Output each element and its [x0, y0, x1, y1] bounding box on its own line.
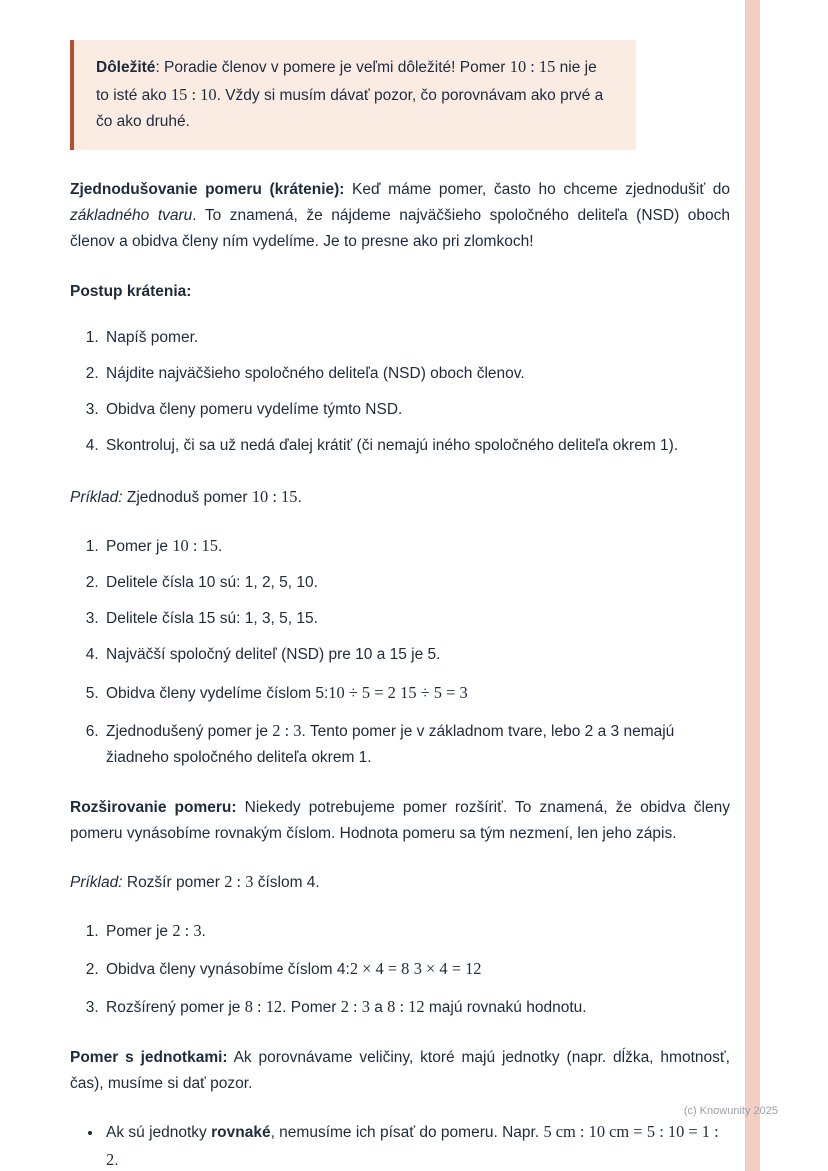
text-segment: .	[217, 538, 223, 556]
text-segment: .	[201, 922, 206, 940]
math-text: 15 : 10	[170, 85, 217, 105]
list-item	[103, 955, 730, 983]
list-item	[103, 606, 730, 632]
list-item	[103, 993, 730, 1021]
text-segment: Zjednoduš pomer	[122, 489, 252, 507]
text-segment: , nemusíme ich písať do pomeru. Napr.	[270, 1123, 544, 1141]
text-segment: Zjednodušovanie pomeru (krátenie):	[70, 181, 345, 199]
example-simplify-steps-list	[70, 532, 730, 770]
math-text: 8 : 12	[244, 996, 283, 1016]
list-item	[103, 570, 730, 596]
text-segment: Ak sú jednotky	[106, 1123, 212, 1141]
text-segment: nie je to isté ako	[96, 59, 597, 105]
text-segment: Obidva členy vynásobíme číslom 4:	[106, 960, 350, 978]
list-item	[103, 433, 730, 459]
text-segment: .	[114, 1151, 119, 1169]
heading-postup-kratenia	[70, 279, 730, 305]
text-segment: Rozšírený pomer je	[106, 998, 245, 1016]
math-text: 2 : 3	[172, 920, 202, 940]
list-item	[103, 361, 730, 387]
text-segment: Pomer je	[106, 922, 173, 940]
text-segment: Skontroluj, či sa už nedá ďalej krátiť (či nemajú iného spoločného deliteľa okrem 1).	[106, 437, 679, 455]
example-expand-lead	[70, 868, 730, 896]
text-segment: . To znamená, že nájdeme najväčšieho spoločného deliteľa (NSD) oboch členov a obidva členy ním vydelíme. Je to presne ako pri zlomkoch!	[70, 207, 730, 251]
math-text: 15 ÷ 5 = 3	[400, 682, 468, 702]
math-text: 10 : 15	[251, 487, 298, 507]
text-segment: Delitele čísla 10 sú: 1, 2, 5, 10.	[106, 574, 318, 592]
text-segment: číslom 4.	[253, 873, 320, 891]
text-segment: Postup krátenia:	[70, 283, 192, 301]
text-segment: Rozšír pomer	[122, 873, 225, 891]
list-item	[103, 397, 730, 423]
list-item	[103, 717, 730, 771]
document-blocks	[70, 40, 730, 1171]
text-segment: . Vždy si musím dávať pozor, čo porovnávam ako prvé a čo ako druhé.	[96, 87, 604, 131]
math-text: 10 : 15	[172, 536, 218, 556]
text-segment: Obidva členy pomeru vydelíme týmto NSD.	[106, 401, 403, 419]
paragraph-expanding-ratio	[70, 795, 730, 847]
text-segment: Rozširovanie pomeru:	[70, 798, 237, 816]
text-segment: Najväčší spoločný deliteľ (NSD) pre 10 a 15 je 5.	[106, 646, 441, 664]
example-expand-steps-list	[70, 917, 730, 1021]
text-segment: majú rovnakú hodnotu.	[424, 998, 587, 1016]
text-segment: . Tento pomer je v základnom tvare, lebo 2 a 3 nemajú žiadneho spoločného deliteľa okrem 1.	[106, 722, 675, 766]
list-item	[103, 532, 730, 560]
important-callout	[70, 40, 636, 150]
text-segment: . Pomer	[282, 998, 341, 1016]
text-segment: Ak porovnávame veličiny, ktoré majú jednotky (napr. dĺžka, hmotnosť, čas), musíme si dať pozor.	[70, 1048, 730, 1092]
paragraph-simplifying-ratio	[70, 177, 730, 255]
text-segment: Pomer je	[106, 538, 173, 556]
text-segment: Nájdite najväčšieho spoločného deliteľa (NSD) oboch členov.	[106, 365, 525, 383]
text-segment: Napíš pomer.	[106, 329, 199, 347]
math-text: 8 : 12	[387, 996, 425, 1016]
text-segment: Obidva členy vydelíme číslom 5:	[106, 684, 329, 702]
text-segment: a	[369, 998, 388, 1016]
text-segment: Delitele čísla 15 sú: 1, 3, 5, 15.	[106, 610, 318, 628]
text-segment: .	[297, 489, 302, 507]
paragraph-ratio-with-units	[70, 1045, 730, 1097]
math-text: 3 × 4 = 12	[413, 958, 482, 978]
list-item	[103, 917, 730, 945]
page-edge-strip	[745, 0, 760, 1171]
list-item	[103, 1118, 730, 1171]
text-segment: Dôležité	[96, 59, 156, 76]
math-text: 10 ÷ 5 = 2	[328, 682, 396, 702]
math-text: 5 cm : 10 cm =	[543, 1121, 643, 1141]
math-text: 2 : 3	[224, 871, 254, 891]
units-notes-list	[70, 1118, 730, 1171]
text-segment: : Poradie členov v pomere je veľmi dôležité! Pomer	[155, 59, 510, 76]
math-text: 5 : 10 = 1 : 2	[106, 1121, 719, 1169]
text-segment: Niekedy potrebujeme pomer rozšíriť. To znamená, že obidva členy pomeru vynásobíme rovnakým číslom. Hodnota pomeru sa tým nezmení, len jeho zápis.	[70, 798, 730, 842]
list-item	[103, 325, 730, 351]
text-segment: Zjednodušený pomer je	[106, 722, 273, 740]
math-text: 2 : 3	[272, 720, 302, 740]
math-text: 2 : 3	[340, 996, 370, 1016]
example-simplify-lead	[70, 483, 730, 511]
text-segment: rovnaké	[211, 1123, 271, 1141]
text-segment: základného tvaru	[70, 207, 193, 225]
text-segment: Pomer s jednotkami:	[70, 1048, 228, 1066]
text-segment: Keď máme pomer, často ho chceme zjednodušiť do	[344, 181, 730, 199]
callout-text	[96, 53, 612, 135]
text-segment: Príklad:	[70, 873, 123, 891]
steps-kratenie-list	[70, 325, 730, 459]
list-item	[103, 642, 730, 668]
math-text: 2 × 4 = 8	[349, 958, 410, 978]
list-item	[103, 679, 730, 707]
math-text: 10 : 15	[509, 57, 556, 76]
text-segment: Príklad:	[70, 489, 123, 507]
copyright-footer: (c) Knowunity 2025	[683, 1105, 778, 1117]
